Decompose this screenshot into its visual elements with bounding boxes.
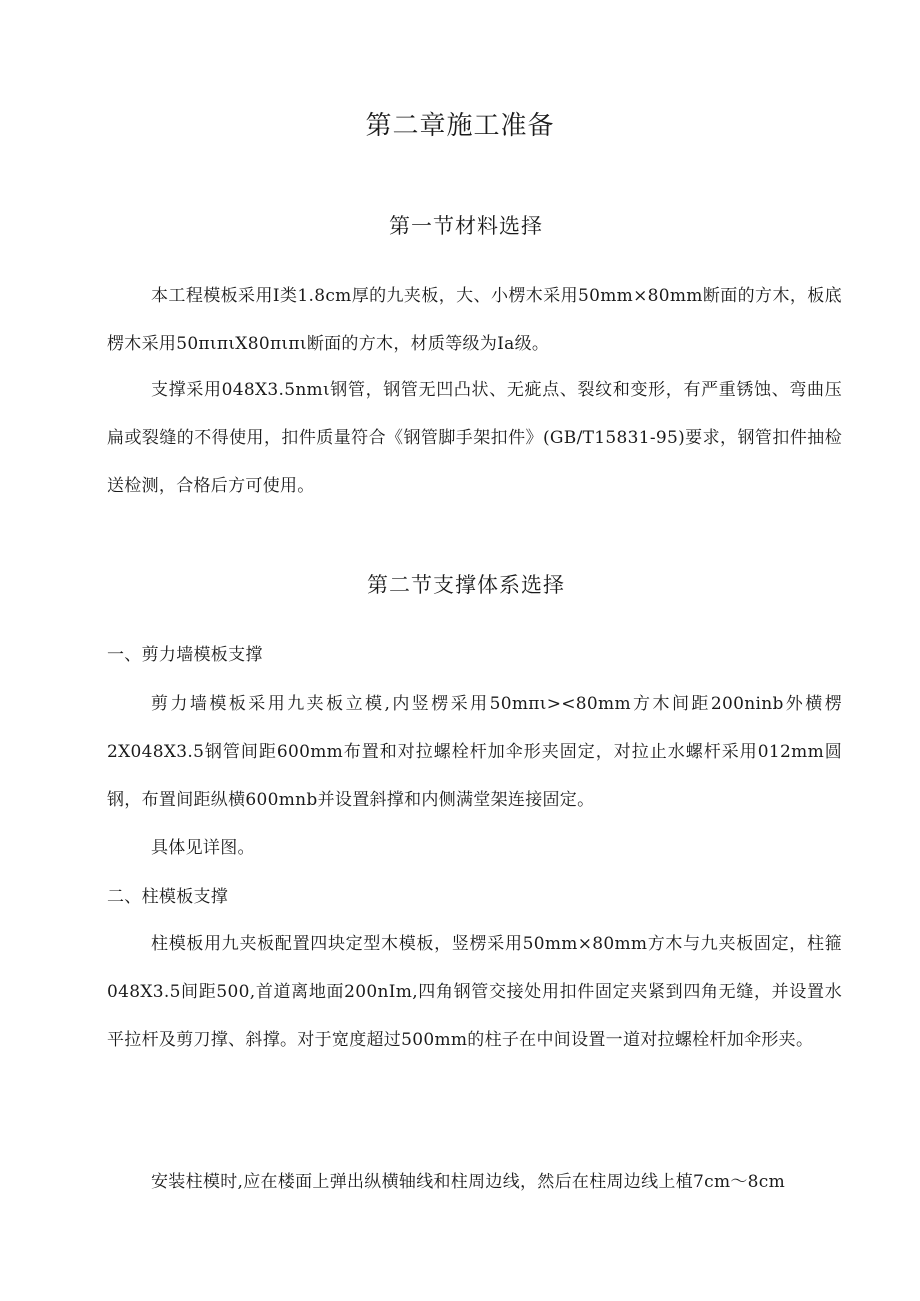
paragraph-column-formwork: 柱模板用九夹板配置四块定型木模板，竖楞采用50mm×80mm方木与九夹板固定，柱箍048X3.5间距500,首道离地面200nIm,四角钢管交接处用扣件固定夹紧到四角无缝，并设置水平拉杆及剪刀撑、斜撑。对于宽度超过500mm的柱子在中间设置一道对拉螺栓杆加伞形夹。 bbox=[107, 934, 842, 1050]
paragraph-support-steel-pipes: 支撑采用048X3.5nmι钢管，钢管无凹凸状、无疵点、裂纹和变形，有严重锈蚀、弯曲压扁或裂缝的不得使用，扣件质量符合《钢管脚手架扣件》(GB/T15831-95)要求，钢管扣件抽检送检测，合格后方可使用。 bbox=[107, 380, 842, 496]
paragraph-shear-wall-formwork: 剪力墙模板采用九夹板立模,内竖楞采用50mπι><80mm方木间距200ninb外横楞2X048X3.5钢管间距600mm布置和对拉螺栓杆加伞形夹固定，对拉止水螺杆采用012mm圆钢，布置间距纵横600mnb并设置斜撑和内侧满堂架连接固定。 bbox=[107, 694, 842, 810]
paragraph-column-installation: 安装柱模时,应在楼面上弹出纵横轴线和柱周边线，然后在柱周边线上植7cm～8cm bbox=[151, 1172, 786, 1192]
paragraph-formwork-materials: 本工程模板采用Ⅰ类1.8cm厚的九夹板，大、小楞木采用50mm×80mm断面的方木，板底楞木采用50πιπιX80πιπι断面的方木，材质等级为Ia级。 bbox=[107, 286, 842, 354]
chapter-title: 第二章施工准备 bbox=[365, 111, 555, 141]
section-title-materials: 第一节材料选择 bbox=[389, 214, 543, 238]
section-title-support-system: 第二节支撑体系选择 bbox=[367, 573, 565, 597]
paragraph-see-detail: 具体见详图。 bbox=[151, 838, 255, 858]
subheading-shear-wall: 一、剪力墙模板支撑 bbox=[107, 645, 263, 665]
subheading-column-formwork: 二、柱模板支撑 bbox=[107, 887, 229, 907]
